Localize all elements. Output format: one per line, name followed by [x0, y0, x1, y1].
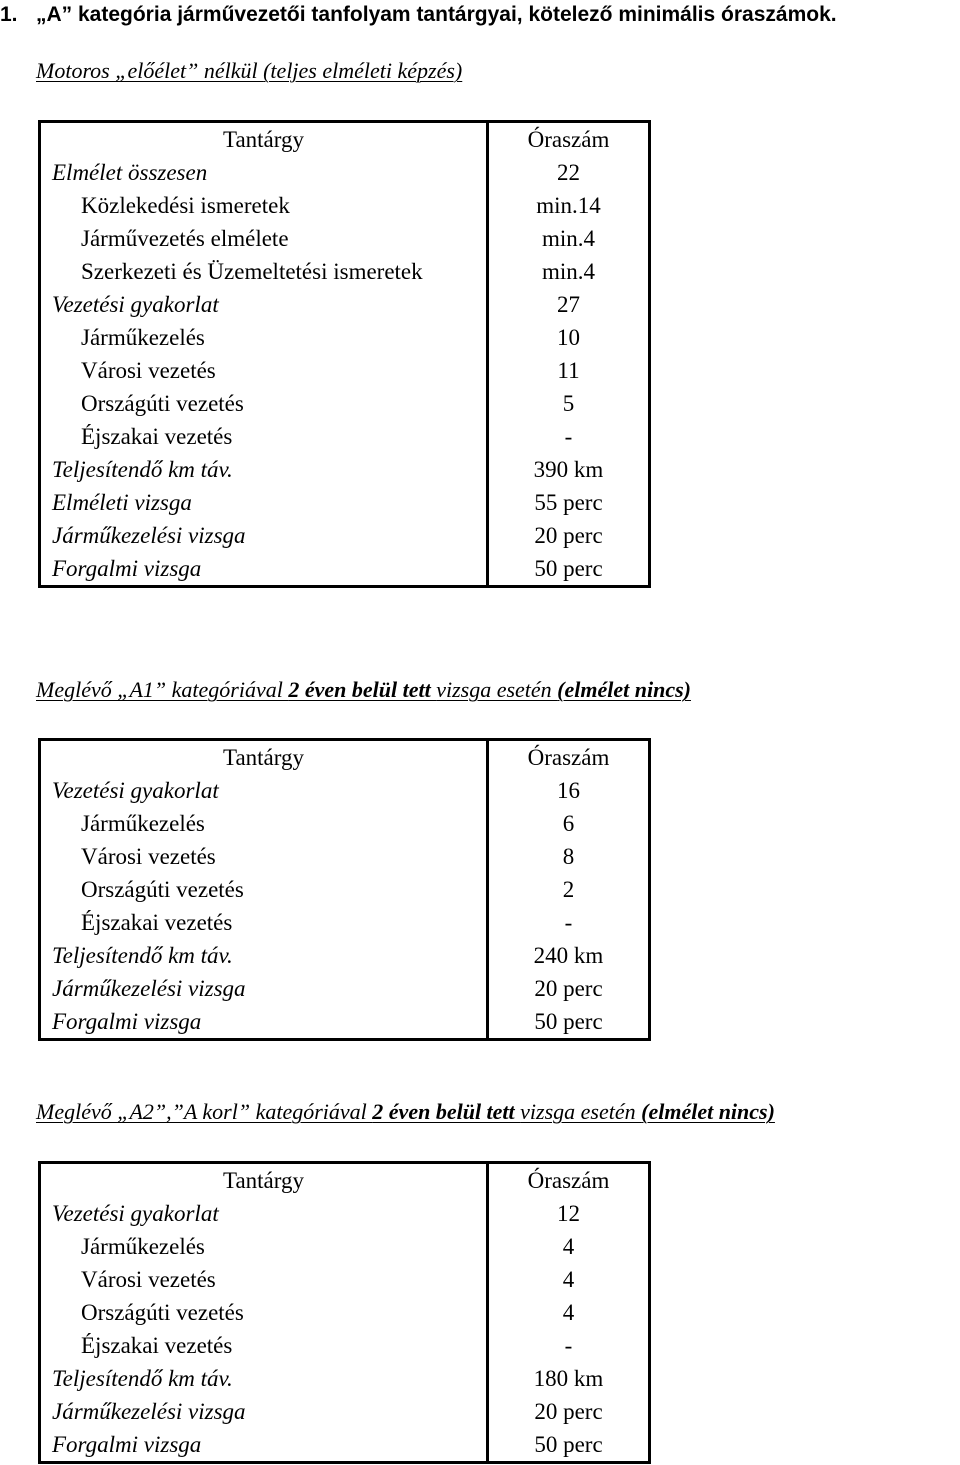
row-hours: 5 [488, 387, 649, 420]
row-hours: min.14 [488, 189, 649, 222]
table-row [41, 288, 648, 321]
table-row [41, 1329, 648, 1362]
row-subject: Országúti vezetés [81, 877, 244, 902]
row-hours: min.4 [488, 222, 649, 255]
table-row [41, 222, 648, 255]
row-subject: Országúti vezetés [81, 391, 244, 416]
row-hours: 50 perc [488, 552, 649, 585]
row-subject: Éjszakai vezetés [81, 1333, 233, 1358]
subtitle-part: Motoros „előélet” nélkül [36, 58, 264, 83]
row-hours: 27 [488, 288, 649, 321]
section-subtitle [36, 58, 462, 84]
row-subject: Városi vezetés [81, 844, 216, 869]
table-row [41, 486, 648, 519]
row-hours: 10 [488, 321, 649, 354]
table-row [41, 906, 648, 939]
hours-table [38, 120, 651, 588]
subtitle-part: 2 éven belül tett [372, 1099, 521, 1124]
row-subject: Közlekedési ismeretek [81, 193, 290, 218]
subtitle-part: 2 éven belül tett [288, 677, 437, 702]
row-hours: 12 [488, 1197, 649, 1230]
row-subject: Járműkezelési vizsga [52, 523, 246, 548]
subtitle-part: vizsga esetén [520, 1099, 642, 1124]
table-row [41, 807, 648, 840]
row-subject: Éjszakai vezetés [81, 910, 233, 935]
subtitle-part: (elmélet nincs) [641, 1099, 775, 1124]
header-subject: Tantárgy [223, 1168, 304, 1193]
table-row [41, 1362, 648, 1395]
section-subtitle [36, 677, 691, 703]
table-row [41, 972, 648, 1005]
row-subject: Járműkezelési vizsga [52, 1399, 246, 1424]
row-subject: Vezetési gyakorlat [52, 1201, 219, 1226]
table-row [41, 840, 648, 873]
row-hours: 20 perc [488, 1395, 649, 1428]
row-hours: min.4 [488, 255, 649, 288]
row-subject: Éjszakai vezetés [81, 424, 233, 449]
table-row [41, 189, 648, 222]
row-hours: 20 perc [488, 519, 649, 552]
table-row [41, 1263, 648, 1296]
row-hours: 16 [488, 774, 649, 807]
header-subject: Tantárgy [223, 127, 304, 152]
table-row [41, 387, 648, 420]
page-heading [0, 0, 837, 30]
section-subtitle [36, 1099, 775, 1125]
row-hours: - [488, 906, 649, 939]
table-row [41, 552, 648, 585]
table-header-row [41, 1164, 648, 1197]
table-row [41, 774, 648, 807]
heading-number: 1. [0, 3, 18, 26]
row-subject: Elméleti vizsga [52, 490, 192, 515]
header-hours: Óraszám [488, 741, 649, 774]
row-hours: 4 [488, 1263, 649, 1296]
table-row [41, 156, 648, 189]
hours-table [38, 1161, 651, 1464]
row-subject: Elmélet összesen [52, 160, 208, 185]
row-hours: - [488, 420, 649, 453]
row-subject: Járművezetés elmélete [81, 226, 289, 251]
row-hours: 180 km [488, 1362, 649, 1395]
row-subject: Forgalmi vizsga [52, 1009, 202, 1034]
row-hours: 20 perc [488, 972, 649, 1005]
row-subject: Szerkezeti és Üzemeltetési ismeretek [81, 259, 423, 284]
heading-text: „A” kategória járművezetői tanfolyam tantárgyai, kötelező minimális óraszámok. [36, 3, 837, 26]
row-hours: 50 perc [488, 1005, 649, 1038]
table-row [41, 255, 648, 288]
row-hours: 6 [488, 807, 649, 840]
row-subject: Teljesítendő km táv. [52, 943, 233, 968]
row-hours: 390 km [488, 453, 649, 486]
table-row [41, 939, 648, 972]
row-hours: 4 [488, 1230, 649, 1263]
row-subject: Országúti vezetés [81, 1300, 244, 1325]
row-hours: 8 [488, 840, 649, 873]
header-hours: Óraszám [488, 123, 649, 156]
table-row [41, 1428, 648, 1461]
subtitle-part: Meglévő „A1” kategóriával [36, 677, 289, 702]
table-row [41, 1005, 648, 1038]
table-row [41, 1197, 648, 1230]
row-subject: Teljesítendő km táv. [52, 1366, 233, 1391]
table-row [41, 321, 648, 354]
row-subject: Forgalmi vizsga [52, 1432, 202, 1457]
row-subject: Forgalmi vizsga [52, 556, 202, 581]
row-subject: Városi vezetés [81, 1267, 216, 1292]
header-subject: Tantárgy [223, 745, 304, 770]
table-header-row [41, 123, 648, 156]
row-subject: Járműkezelés [81, 325, 205, 350]
table-row [41, 873, 648, 906]
row-hours: 2 [488, 873, 649, 906]
row-hours: 11 [488, 354, 649, 387]
table-row [41, 354, 648, 387]
subtitle-part: (elmélet nincs) [557, 677, 691, 702]
row-subject: Járműkezelési vizsga [52, 976, 246, 1001]
table-header-row [41, 741, 648, 774]
table-row [41, 453, 648, 486]
row-subject: Járműkezelés [81, 811, 205, 836]
row-hours: - [488, 1329, 649, 1362]
row-subject: Városi vezetés [81, 358, 216, 383]
row-hours: 55 perc [488, 486, 649, 519]
subtitle-part: Meglévő „A2”,”A korl” kategóriával [36, 1099, 373, 1124]
row-hours: 22 [488, 156, 649, 189]
subtitle-part: vizsga esetén [436, 677, 558, 702]
row-hours: 4 [488, 1296, 649, 1329]
table-row [41, 1395, 648, 1428]
row-hours: 240 km [488, 939, 649, 972]
table-row [41, 519, 648, 552]
row-subject: Vezetési gyakorlat [52, 778, 219, 803]
row-hours: 50 perc [488, 1428, 649, 1461]
hours-table [38, 738, 651, 1041]
row-subject: Vezetési gyakorlat [52, 292, 219, 317]
table-row [41, 1296, 648, 1329]
row-subject: Teljesítendő km táv. [52, 457, 233, 482]
table-row [41, 1230, 648, 1263]
subtitle-part: (teljes elméleti képzés) [263, 58, 463, 83]
header-hours: Óraszám [488, 1164, 649, 1197]
row-subject: Járműkezelés [81, 1234, 205, 1259]
table-row [41, 420, 648, 453]
